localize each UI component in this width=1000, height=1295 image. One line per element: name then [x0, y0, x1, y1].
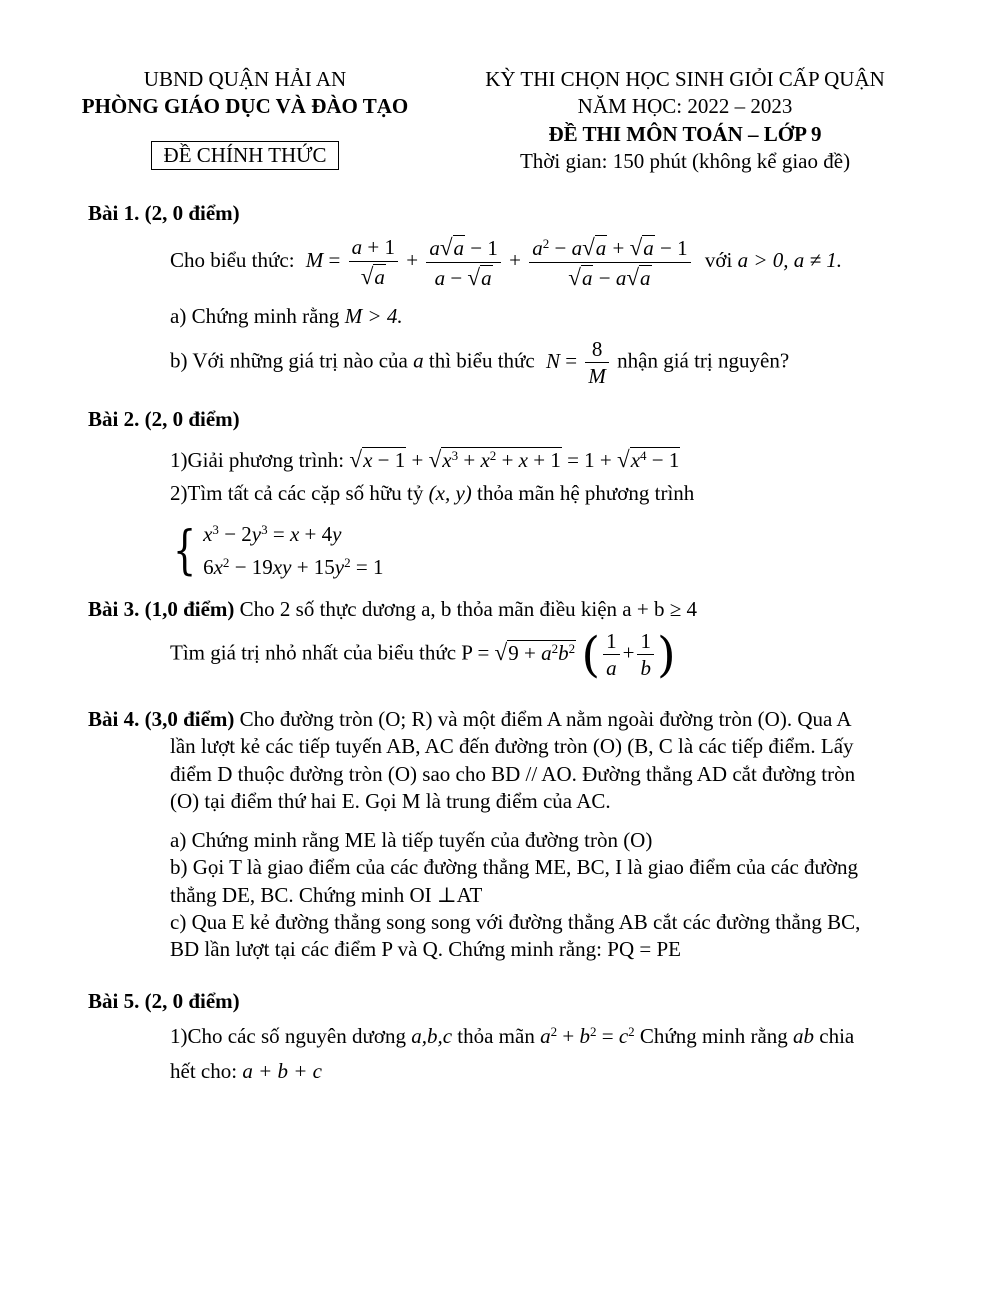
bai4-part-c: c) Qua E kẻ đường thẳng song song với đường thẳng AB cắt các đường thẳng BC, — [170, 910, 861, 935]
bai3-question: Tìm giá trị nhỏ nhất của biểu thức $P = √9 + a^2b^2$ ( $\frac{1}{a}$ + $\frac{1}{b}$ ) — [170, 626, 676, 683]
bai2-q1: 1)Giải phương trình: $√x - 1 + √x^3 + x^2 + x + 1 = 1 + √x^4 - 1$ — [170, 446, 680, 472]
bai4-title: Bài 4. (3,0 điểm) — [88, 707, 235, 731]
bai1-part-b: b) Với những giá trị nào của a thì biểu thức N = $\frac{8}{M}$ nhận giá trị nguyên? — [170, 337, 790, 389]
fraction-3: $\frac{a^2 - a√a + √a - 1}{√a - a√a}$ — [529, 233, 690, 292]
education-department: PHÒNG GIÁO DỤC VÀ ĐÀO TẠO — [81, 94, 409, 119]
bai1-part-a: a) Chứng minh rằng M > 4. — [170, 304, 403, 328]
fraction-n: $\frac{8}{M}$ — [585, 336, 609, 390]
bai5-q1-line2: hết cho: a + b + c — [170, 1059, 322, 1083]
bai2-title: Bài 2. (2, 0 điểm) — [88, 407, 240, 431]
bai4: Bài 4. (3,0 điểm) Cho đường tròn (O; R) và một điểm A nằm ngoài đường tròn (O). Qua A lần lượt kẻ các tiếp tuyến AB, AC đến đường tròn (O) (B, C là các tiếp điểm. Lấy điểm D thuộc đường tròn (O) sao cho BD // AO. Đường thẳng AD cắt đường tròn (O) tại điểm thứ hai E. Gọi M là trung điểm của AC. a) Chứng minh rằng ME là tiếp tuyến của đường tròn (O) b) Gọi T là giao điểm của các đường thẳng ME, BC, I là giao điểm của các đường thẳng DE, BC. Chứng minh OI ⊥AT c) Qua E kẻ đường thẳng song song với đường thẳng AB cắt các đường thẳng BC, BD lần lượt tại các điểm P và Q. Chứng minh rằng: PQ = PE — [88, 706, 948, 964]
bai3-header: Bài 3. (1,0 điểm) Cho 2 số thực dương a, b thỏa mãn điều kiện a + b ≥ 4 — [88, 597, 697, 621]
bai1-expression: Cho biểu thức: M = $\frac{a + 1}{√a}$ + $\frac{a√a - 1}{a - √a}$ + $\frac{a^2 - a√a + √a - 1}{√a - a√a}$ với a > 0, a ≠ 1. — [170, 234, 843, 290]
official-exam-badge: ĐỀ CHÍNH THỨC — [151, 141, 340, 170]
exam-name: KỲ THI CHỌN HỌC SINH GIỎI CẤP QUẬN — [485, 67, 885, 91]
bai1-title: Bài 1. (2, 0 điểm) — [88, 201, 240, 225]
header-right — [440, 66, 930, 175]
school-year: NĂM HỌC: 2022 – 2023 — [577, 94, 793, 119]
exam-duration: Thời gian: 150 phút (không kể giao đề) — [519, 148, 851, 173]
bai5-title: Bài 5. (2, 0 điểm) — [88, 989, 240, 1013]
district-committee: UBND QUẬN HẢI AN — [143, 67, 347, 91]
exam-subject: ĐỀ THI MÔN TOÁN – LỚP 9 — [548, 121, 822, 146]
bai1-condition: a > 0, a ≠ 1. — [737, 248, 843, 273]
bai4-part-a: a) Chứng minh rằng ME là tiếp tuyến của đường tròn (O) — [170, 828, 653, 853]
fraction-2: $\frac{a√a - 1}{a - √a}$ — [426, 233, 501, 292]
bai2-q2: 2)Tìm tất cả các cặp số hữu tỷ (x, y) thỏa mãn hệ phương trình — [170, 481, 695, 505]
fraction-1: $\frac{a + 1}{√a}$ — [349, 234, 398, 290]
bai5-q1: 1)Cho các số nguyên dương a,b,c thỏa mãn $a^2 + b^2 = c^2$ Chứng minh rằng ab chia — [170, 1023, 855, 1048]
header-left — [60, 66, 430, 170]
bai3-title: Bài 3. (1,0 điểm) — [88, 597, 235, 621]
bai4-part-b: b) Gọi T là giao điểm của các đường thẳng ME, BC, I là giao điểm của các đường — [170, 855, 859, 880]
bai2-system: { $x^3 - 2y^3 = x + 4y$ $6x^2 - 19xy + 15y^2 = 1$ — [172, 520, 384, 581]
